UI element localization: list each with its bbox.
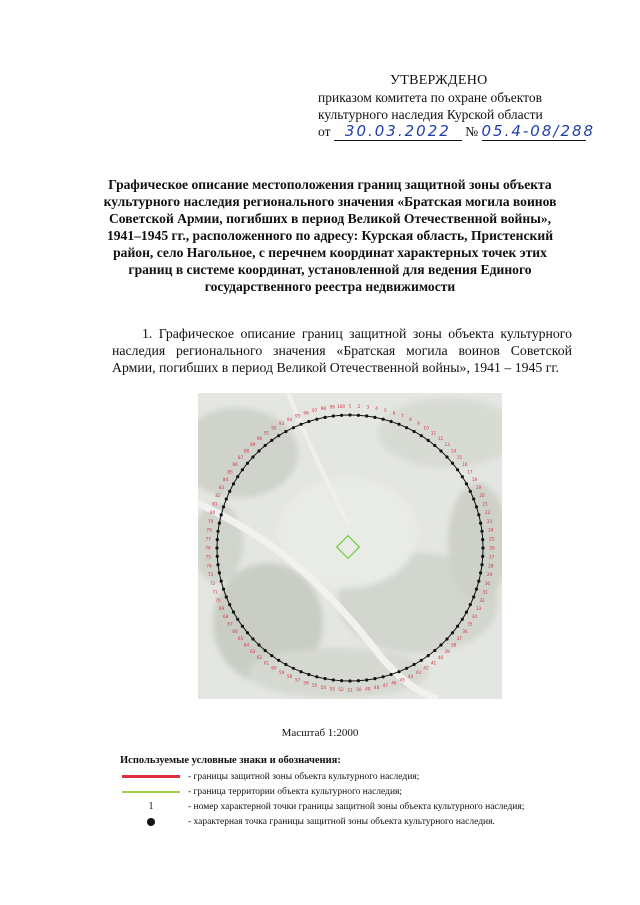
characteristic-point xyxy=(257,449,260,452)
characteristic-point xyxy=(397,423,400,426)
characteristic-point xyxy=(299,423,302,426)
characteristic-point xyxy=(477,513,480,516)
characteristic-point xyxy=(236,618,239,621)
point-number-label: 42 xyxy=(423,665,429,671)
point-number-label: 25 xyxy=(489,536,495,542)
characteristic-point xyxy=(481,538,484,541)
point-number-label: 35 xyxy=(467,621,473,627)
point-number-label: 95 xyxy=(295,413,301,419)
characteristic-point xyxy=(340,414,343,417)
point-number-label: 92 xyxy=(271,425,277,431)
characteristic-point xyxy=(324,416,327,419)
green-line-symbol xyxy=(122,791,180,793)
point-number-label: 66 xyxy=(232,629,238,634)
point-number-label: 48 xyxy=(373,685,380,690)
approval-title: УТВЕРЖДЕНО xyxy=(390,73,488,88)
characteristic-point xyxy=(439,643,442,646)
characteristic-point xyxy=(390,673,393,676)
characteristic-point xyxy=(270,439,273,442)
point-number-label: 55 xyxy=(312,683,318,688)
point-number-label: 7 xyxy=(400,413,404,419)
characteristic-point xyxy=(307,673,310,676)
characteristic-point xyxy=(332,678,335,681)
point-number-label: 63 xyxy=(250,649,256,654)
number-symbol: 1 xyxy=(148,801,154,812)
characteristic-point xyxy=(420,659,423,662)
characteristic-point xyxy=(397,670,400,673)
characteristic-point xyxy=(382,418,385,421)
point-number-label: 43 xyxy=(415,669,422,675)
characteristic-point xyxy=(340,679,343,682)
point-number-label: 65 xyxy=(237,636,244,641)
point-number-label: 78 xyxy=(206,527,212,533)
approval-date-line xyxy=(318,123,618,141)
characteristic-point xyxy=(357,679,360,682)
point-number-label: 94 xyxy=(286,417,293,422)
point-number-label: 40 xyxy=(437,654,444,660)
characteristic-point xyxy=(348,679,351,682)
characteristic-point xyxy=(277,434,280,437)
characteristic-point xyxy=(225,497,228,500)
point-number-label: 82 xyxy=(215,493,221,499)
approval-block xyxy=(318,72,618,141)
point-number-label: 20 xyxy=(479,493,485,499)
point-number-label: 84 xyxy=(222,477,229,483)
characteristic-point xyxy=(246,631,249,634)
characteristic-point xyxy=(480,530,483,533)
point-number-label: 44 xyxy=(407,674,414,679)
characteristic-point xyxy=(365,414,368,417)
characteristic-point xyxy=(405,667,408,670)
characteristic-point xyxy=(465,482,468,485)
characteristic-point xyxy=(433,444,436,447)
characteristic-point xyxy=(216,555,219,558)
point-number-label: 17 xyxy=(467,469,473,475)
characteristic-point xyxy=(365,678,368,681)
point-number-label: 74 xyxy=(206,563,212,569)
characteristic-point xyxy=(475,588,478,591)
point-number-label: 32 xyxy=(479,597,485,603)
characteristic-point xyxy=(228,603,231,606)
approval-date: 30.03.2022 xyxy=(344,122,451,140)
approval-date-field xyxy=(334,123,462,141)
point-number-label: 23 xyxy=(486,518,493,524)
point-number-label: 91 xyxy=(263,430,270,436)
characteristic-point xyxy=(236,475,239,478)
characteristic-point xyxy=(220,580,223,583)
point-number-label: 24 xyxy=(488,527,494,533)
map-scale: Масштаб 1:2000 xyxy=(281,727,359,739)
characteristic-point xyxy=(479,571,482,574)
characteristic-point xyxy=(477,580,480,583)
characteristic-point xyxy=(445,637,448,640)
point-number-label: 41 xyxy=(430,660,437,666)
point-number-label: 89 xyxy=(250,442,256,447)
characteristic-point xyxy=(218,571,221,574)
characteristic-point xyxy=(439,449,442,452)
approval-line-1: приказом комитета по охране объектов xyxy=(318,90,542,105)
characteristic-point xyxy=(225,595,228,598)
characteristic-point xyxy=(427,654,430,657)
characteristic-point xyxy=(475,505,478,508)
point-number-label: 19 xyxy=(475,485,482,490)
point-number-label: 12 xyxy=(437,436,444,442)
point-number-label: 16 xyxy=(462,462,468,467)
legend-item-point-number: 1 - номер характерной точки границы защитной зоны объекта культурного наследия; xyxy=(148,801,525,812)
legend-item-point: - характерная точка границы защитной зоны объекта культурного наследия. xyxy=(120,814,580,829)
characteristic-point xyxy=(277,659,280,662)
point-number-label: 96 xyxy=(303,410,309,416)
characteristic-point xyxy=(216,563,219,566)
point-number-label: 49 xyxy=(365,686,371,692)
characteristic-point xyxy=(469,490,472,493)
point-number-label: 45 xyxy=(399,677,405,683)
point-number-label: 39 xyxy=(444,649,450,654)
characteristic-point xyxy=(405,426,408,429)
characteristic-point xyxy=(382,675,385,678)
characteristic-point xyxy=(216,530,219,533)
point-number-label: 75 xyxy=(205,554,211,560)
characteristic-point xyxy=(307,420,310,423)
point-number-label: 14 xyxy=(450,448,457,454)
point-number-label: 73 xyxy=(207,572,214,578)
point-number-label: 57 xyxy=(295,677,301,683)
point-number-label: 93 xyxy=(278,421,285,427)
point-number-label: 30 xyxy=(484,580,491,586)
point-number-label: 59 xyxy=(278,669,285,675)
point-number-label: 52 xyxy=(338,687,344,693)
characteristic-point xyxy=(461,475,464,478)
characteristic-point xyxy=(264,444,267,447)
legend-item-territory-boundary: - граница территории объекта культурного наследия; xyxy=(120,784,580,799)
characteristic-point xyxy=(481,546,484,549)
characteristic-point xyxy=(357,414,360,417)
red-line-symbol xyxy=(122,775,180,778)
characteristic-point xyxy=(251,637,254,640)
characteristic-point xyxy=(481,555,484,558)
point-number-label: 27 xyxy=(489,554,495,560)
characteristic-point xyxy=(413,663,416,666)
characteristic-point xyxy=(264,649,267,652)
point-number-label: 6 xyxy=(392,410,396,416)
characteristic-point xyxy=(373,677,376,680)
point-number-label: 76 xyxy=(205,545,211,551)
characteristic-point xyxy=(241,468,244,471)
document-title: Графическое описание местоположения границ защитной зоны объекта культурного наследия регионального значения «Братская могила воинов Советской Армии, погибших в период Великой Отечественной войны», 1941–1945 гг., расположенного по адресу: Курская область, Пристенский район, село Нагольное, с перечнем координат характерных точек этих границ в системе координат, установленной для ведения Единого государственного реестра недвижимости xyxy=(103,177,557,294)
approval-line-2: культурного наследия Курской области xyxy=(318,107,543,122)
point-number-label: 37 xyxy=(456,636,463,641)
point-number-label: 100 xyxy=(337,403,346,409)
point-number-label: 54 xyxy=(320,685,327,690)
characteristic-point xyxy=(284,663,287,666)
point-number-label: 8 xyxy=(409,417,412,422)
point-number-label: 83 xyxy=(218,485,225,490)
characteristic-point xyxy=(241,625,244,628)
point-number-label: 60 xyxy=(271,665,277,671)
point-number-label: 85 xyxy=(227,469,233,475)
characteristic-point xyxy=(228,490,231,493)
point-number-label: 1 xyxy=(348,403,352,409)
point-symbol xyxy=(147,818,155,826)
characteristic-point xyxy=(292,426,295,429)
characteristic-point xyxy=(218,522,221,525)
characteristic-point xyxy=(284,430,287,433)
point-number-label: 99 xyxy=(329,404,335,410)
point-number-label: 46 xyxy=(391,680,397,686)
characteristic-point xyxy=(315,418,318,421)
point-number-label: 77 xyxy=(205,536,211,542)
point-number-label: 13 xyxy=(444,442,450,447)
characteristic-point xyxy=(232,611,235,614)
point-number-label: 26 xyxy=(489,545,495,551)
point-number-label: 9 xyxy=(417,421,420,427)
characteristic-point xyxy=(433,649,436,652)
characteristic-point xyxy=(257,643,260,646)
boundary-map xyxy=(198,393,502,699)
characteristic-point xyxy=(348,413,351,416)
point-number-label: 4 xyxy=(375,406,378,411)
point-number-label: 79 xyxy=(207,518,214,524)
characteristic-point xyxy=(413,430,416,433)
characteristic-point xyxy=(270,654,273,657)
characteristic-point xyxy=(373,416,376,419)
point-number-label: 18 xyxy=(471,477,478,483)
point-number-label: 22 xyxy=(484,510,491,516)
point-number-label: 98 xyxy=(320,406,327,411)
characteristic-point xyxy=(456,625,459,628)
point-number-label: 31 xyxy=(482,589,488,595)
point-number-label: 68 xyxy=(222,613,229,619)
characteristic-point xyxy=(246,462,249,465)
characteristic-point xyxy=(472,595,475,598)
characteristic-point xyxy=(456,468,459,471)
point-number-label: 62 xyxy=(256,654,263,660)
characteristic-point xyxy=(451,462,454,465)
characteristic-point xyxy=(220,513,223,516)
point-number-label: 81 xyxy=(212,501,218,507)
point-number-label: 64 xyxy=(243,642,250,648)
point-number-label: 87 xyxy=(237,455,244,460)
point-number-label: 58 xyxy=(286,674,293,679)
point-number-label: 71 xyxy=(212,589,218,595)
legend-item-zone-boundary: - границы защитной зоны объекта культурного наследия; xyxy=(120,769,580,784)
point-number-label: 56 xyxy=(303,680,309,686)
point-number-label: 10 xyxy=(423,425,429,431)
point-number-label: 67 xyxy=(227,621,233,627)
characteristic-point xyxy=(232,482,235,485)
characteristic-point xyxy=(451,631,454,634)
characteristic-point xyxy=(469,603,472,606)
point-number-label: 38 xyxy=(450,642,457,648)
characteristic-point xyxy=(479,522,482,525)
characteristic-point xyxy=(332,414,335,417)
point-number-label: 47 xyxy=(382,683,388,688)
characteristic-point xyxy=(215,546,218,549)
approval-number: 05.4-08/288 xyxy=(481,122,596,140)
characteristic-point xyxy=(251,455,254,458)
point-number-label: 69 xyxy=(218,606,225,611)
point-number-label: 53 xyxy=(329,686,335,692)
point-number-label: 36 xyxy=(462,629,468,634)
characteristic-point xyxy=(427,439,430,442)
characteristic-point xyxy=(445,455,448,458)
characteristic-point xyxy=(324,677,327,680)
point-number-label: 34 xyxy=(471,613,478,619)
characteristic-point xyxy=(390,420,393,423)
from-label: от xyxy=(318,124,331,139)
characteristic-point xyxy=(465,611,468,614)
legend-heading: Используемые условные знаки и обозначения: xyxy=(120,755,341,766)
section-1-text xyxy=(112,325,572,376)
point-number-label: 3 xyxy=(366,404,370,410)
point-number-label: 11 xyxy=(430,430,437,436)
section-1-paragraph: 1. Графическое описание границ защитной зоны объекта культурного наследия регионального значения «Братская могила воинов Советской Армии, погибших в период Великой Отечественной войны», 1941 – 1945 гг. xyxy=(112,326,572,375)
characteristic-point xyxy=(472,497,475,500)
characteristic-point xyxy=(216,538,219,541)
point-number-label: 70 xyxy=(215,597,221,603)
point-number-label: 90 xyxy=(256,436,263,442)
characteristic-point xyxy=(222,505,225,508)
point-number-label: 88 xyxy=(243,448,250,454)
point-number-label: 21 xyxy=(482,501,488,507)
point-number-label: 72 xyxy=(209,580,216,586)
point-number-label: 28 xyxy=(488,563,494,569)
legend xyxy=(120,755,580,829)
point-number-label: 15 xyxy=(456,455,463,460)
point-number-label: 51 xyxy=(347,687,353,693)
point-number-label: 2 xyxy=(357,403,361,409)
number-label: № xyxy=(465,124,479,139)
characteristic-point xyxy=(222,588,225,591)
characteristic-point xyxy=(299,670,302,673)
point-number-label: 50 xyxy=(356,687,362,693)
point-number-label: 29 xyxy=(486,572,493,578)
point-number-label: 80 xyxy=(209,510,216,516)
characteristic-point xyxy=(461,618,464,621)
point-number-label: 33 xyxy=(475,606,482,611)
point-number-label: 5 xyxy=(383,408,387,413)
point-number-label: 86 xyxy=(232,462,238,467)
point-number-label: 61 xyxy=(263,660,270,666)
approval-number-field xyxy=(481,122,596,141)
point-number-label: 97 xyxy=(312,408,318,413)
characteristic-point xyxy=(315,675,318,678)
characteristic-point xyxy=(480,563,483,566)
characteristic-point xyxy=(420,434,423,437)
characteristic-point xyxy=(292,667,295,670)
